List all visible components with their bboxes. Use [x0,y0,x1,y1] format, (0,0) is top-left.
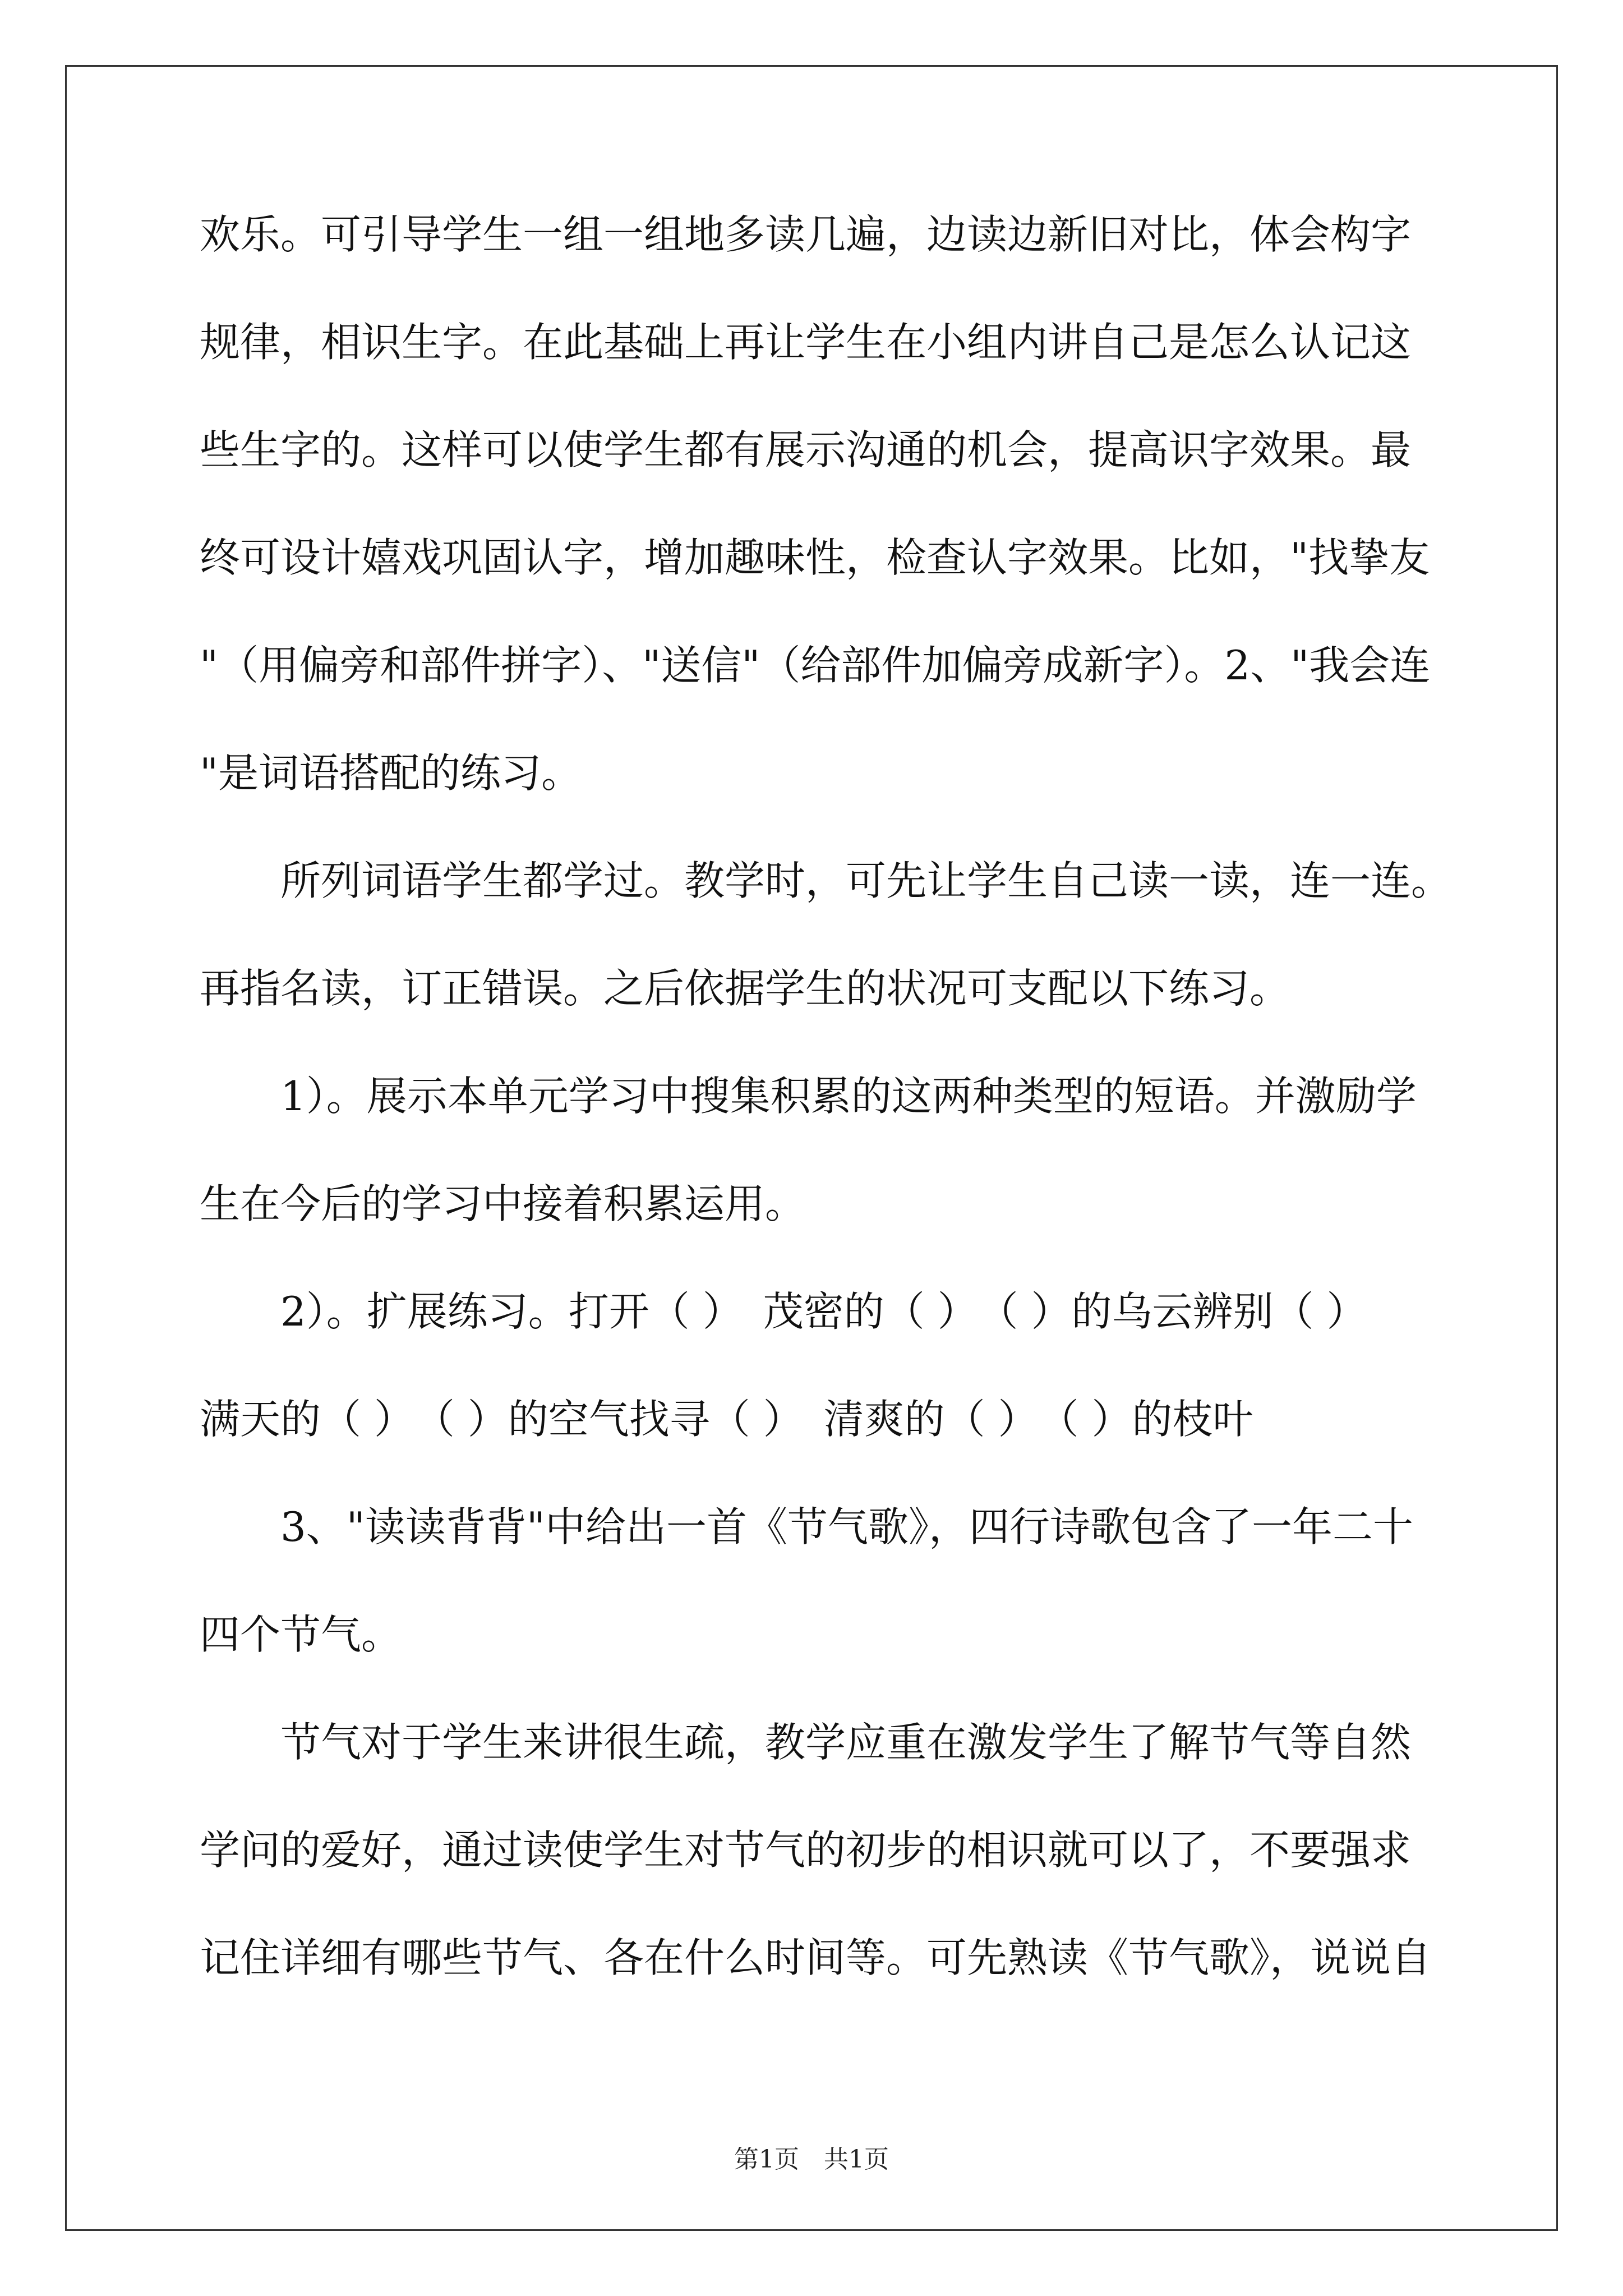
text-line: 生在今后的学习中接着积累运用。 [200,1180,806,1227]
text-line: 终可设计嬉戏巩固认字，增加趣味性，检查认字效果。比如，"找挚友 [200,534,1430,581]
text-line: 满天的（ ） （ ）的空气找寻（ ） 清爽的（ ） （ ）的枝叶 [200,1396,1253,1443]
text-line: "（用偏旁和部件拼字）、"送信"（给部件加偏旁成新字）。2、"我会连 [200,642,1431,689]
text-line: 1）。展示本单元学习中搜集积累的这两种类型的短语。并激励学 [280,1073,1417,1120]
text-line: 规律，相识生字。在此基础上再让学生在小组内讲自己是怎么认记这 [200,319,1412,366]
text-line: 节气对于学生来讲很生疏，教学应重在激发学生了解节气等自然 [280,1719,1412,1766]
text-line: 所列词语学生都学过。教学时，可先让学生自己读一读，连一连。 [280,857,1452,904]
text-line: 学问的爱好，通过读使学生对节气的初步的相识就可以了，不要强求 [200,1826,1412,1874]
text-line: 再指名读，订正错误。之后依据学生的状况可支配以下练习。 [200,965,1290,1012]
document-body [200,208,1452,1985]
text-line: 欢乐。可引导学生一组一组地多读几遍，边读边新旧对比，体会构字 [200,211,1412,258]
text-line: 2）。扩展练习。打开（ ） 茂密的（ ） （ ）的乌云辨别（ ） [280,1288,1367,1335]
text-line: 3、"读读背背"中给出一首《节气歌》，四行诗歌包含了一年二十 [280,1503,1414,1550]
page-footer: 第1页 共1页 [734,2145,889,2174]
text-line: 些生字的。这样可以使学生都有展示沟通的机会，提高识字效果。最 [200,426,1412,473]
text-line: "是词语搭配的练习。 [200,749,582,797]
text-line: 四个节气。 [200,1611,402,1658]
text-line: 记住详细有哪些节气、各在什么时间等。可先熟读《节气歌》，说说自 [200,1934,1432,1981]
